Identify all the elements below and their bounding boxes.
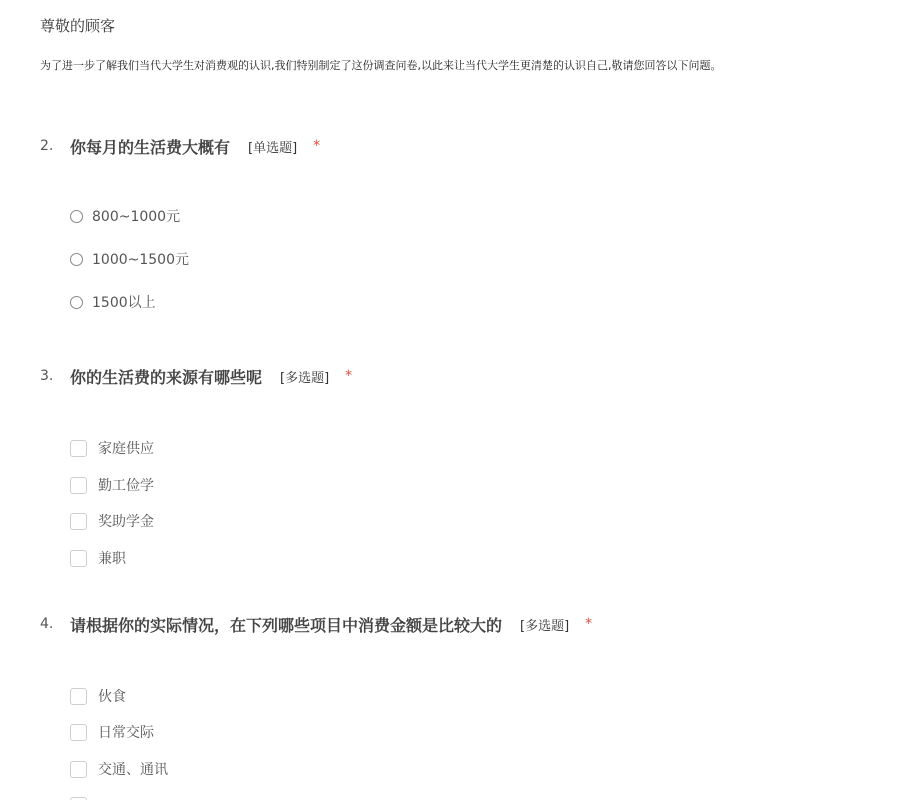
option-800-1000[interactable] (70, 206, 180, 226)
option-social[interactable] (70, 722, 154, 742)
option-label: 日常交际 (98, 725, 154, 741)
option-label: 1500以上 (92, 295, 156, 311)
option-label: 家庭供应 (98, 441, 154, 457)
checkbox[interactable] (70, 550, 87, 567)
question-title: 你的生活费的来源有哪些呢 (70, 367, 263, 387)
option-1000-1500[interactable] (70, 249, 189, 269)
option-food[interactable] (70, 686, 126, 706)
required-marker: * (345, 368, 353, 384)
option-label: 交通、通讯 (98, 762, 168, 778)
option-next-partial[interactable] (70, 795, 98, 800)
checkbox[interactable] (70, 688, 87, 705)
question-type: [单选题] (248, 140, 298, 156)
radio-button[interactable] (70, 210, 83, 223)
checkbox[interactable] (70, 513, 87, 530)
option-transport-telecom[interactable] (70, 759, 168, 779)
checkbox[interactable] (70, 477, 87, 494)
radio-button[interactable] (70, 253, 83, 266)
option-work-study[interactable] (70, 475, 154, 495)
option-label: 伙食 (98, 689, 126, 705)
checkbox[interactable] (70, 797, 87, 800)
option-label: 1000~1500元 (92, 252, 189, 268)
question-number: 2. (40, 138, 54, 154)
required-marker: * (585, 616, 593, 632)
option-part-time[interactable] (70, 548, 126, 568)
question-3-header (40, 365, 352, 387)
option-family-support[interactable] (70, 438, 154, 458)
radio-button[interactable] (70, 296, 83, 309)
option-1500-plus[interactable] (70, 292, 156, 312)
survey-intro: 为了进一步了解我们当代大学生对消费观的认识,我们特别制定了这份调查问卷,以此来让当代大学生更清楚的认识自己,敬请您回答以下问题。 (40, 59, 722, 72)
question-type: [多选题] (280, 370, 330, 386)
question-4-header (40, 613, 592, 635)
question-2-header (40, 135, 320, 157)
question-title: 请根据你的实际情况，在下列哪些项目中消费金额是比较大的 (70, 615, 503, 635)
greeting-title: 尊敬的顾客 (40, 17, 116, 35)
option-label: 勤工俭学 (98, 478, 154, 494)
question-type: [多选题] (520, 618, 570, 634)
option-label: 800~1000元 (92, 209, 181, 225)
option-label: 兼职 (98, 551, 126, 567)
required-marker: * (313, 138, 321, 154)
checkbox[interactable] (70, 440, 87, 457)
checkbox[interactable] (70, 761, 87, 778)
checkbox[interactable] (70, 724, 87, 741)
option-scholarship[interactable] (70, 511, 154, 531)
option-label: 奖助学金 (98, 514, 154, 530)
question-number: 3. (40, 368, 54, 384)
question-title: 你每月的生活费大概有 (70, 137, 231, 157)
question-number: 4. (40, 616, 54, 632)
